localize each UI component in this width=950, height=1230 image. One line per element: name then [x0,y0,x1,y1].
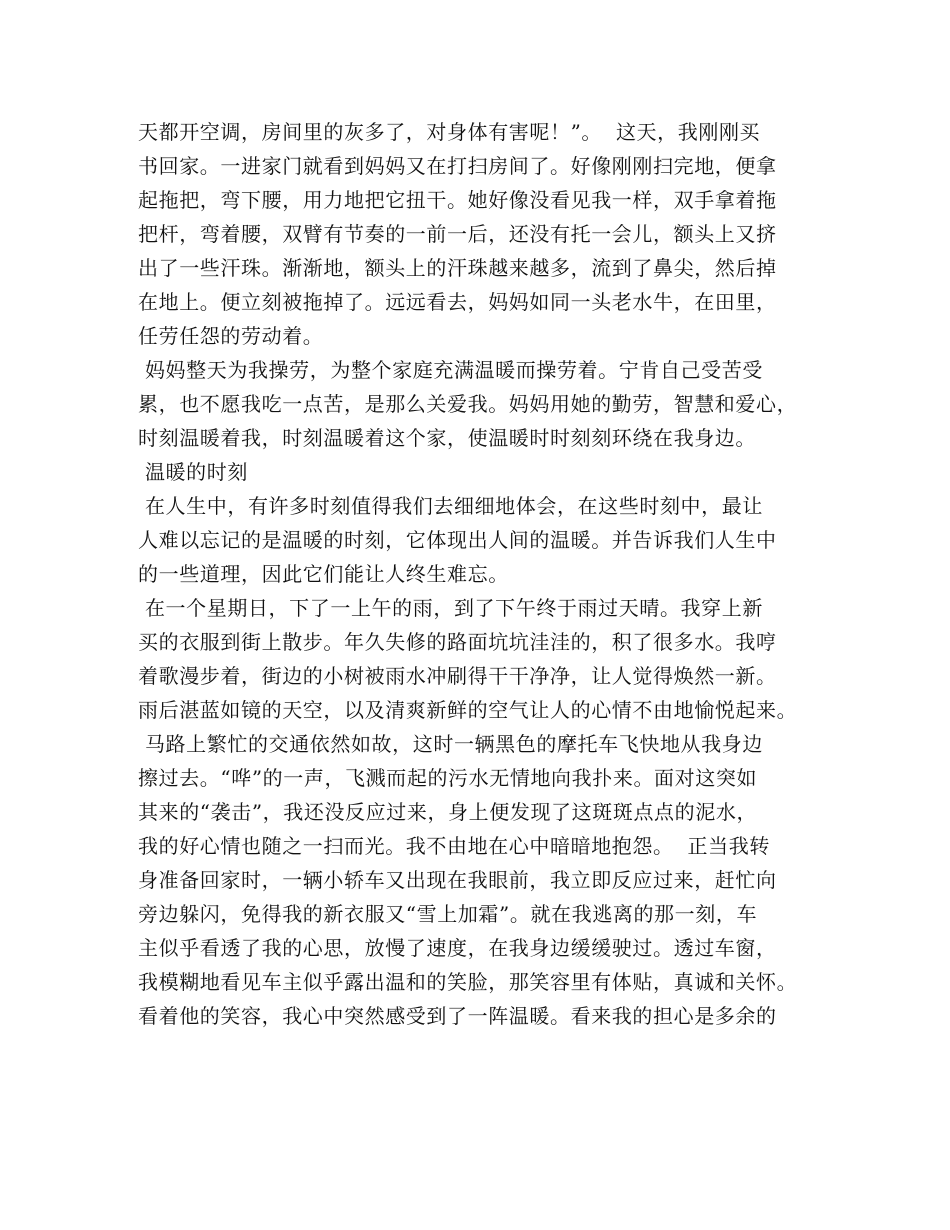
text-line: 出了一些汗珠。渐渐地，额头上的汗珠越来越多，流到了鼻尖，然后掉 [138,256,777,280]
text-line: 把杆，弯着腰，双臂有节奏的一前一后，还没有托一会儿，额头上又挤 [138,222,777,246]
text-line: 主似乎看透了我的心思，放慢了速度，在我身边缓缓驶过。透过车窗， [138,936,777,960]
text-line: 天都开空调，房间里的灰多了，对身体有害呢！”。 这天，我刚刚买 [138,120,761,144]
text-line: 书回家。一进家门就看到妈妈又在打扫房间了。好像刚刚扫完地，便拿 [138,154,777,178]
text-line: 人难以忘记的是温暖的时刻，它体现出人间的温暖。并告诉我们人生中 [138,528,777,552]
text-line: 买的衣服到街上散步。年久失修的路面坑坑洼洼的，积了很多水。我哼 [138,630,777,654]
text-line: 身准备回家时，一辆小轿车又出现在我眼前，我立即反应过来，赶忙向 [138,868,777,892]
text-line: 起拖把，弯下腰，用力地把它扭干。她好像没看见我一样，双手拿着拖 [138,188,777,212]
text-line: 其来的“袭击”，我还没反应过来，身上便发现了这斑斑点点的泥水， [138,800,758,824]
section-heading: 温暖的时刻 [138,460,248,484]
text-line: 时刻温暖着我，时刻温暖着这个家，使温暖时时刻刻环绕在我身边。 [138,426,756,450]
text-line: 雨后湛蓝如镜的天空，以及清爽新鲜的空气让人的心情不由地愉悦起来。 [138,698,798,722]
text-line: 累，也不愿我吃一点苦，是那么关爱我。妈妈用她的勤劳，智慧和爱心， [138,392,798,416]
body-text [138,115,828,1033]
text-line: 看着他的笑容，我心中突然感受到了一阵温暖。看来我的担心是多余的 [138,1004,777,1028]
text-line: 在一个星期日，下了一上午的雨，到了下午终于雨过天晴。我穿上新 [138,596,763,620]
text-line: 马路上繁忙的交通依然如故，这时一辆黑色的摩托车飞快地从我身边 [138,732,763,756]
text-line: 着歌漫步着，街边的小树被雨水冲刷得干干净净，让人觉得焕然一新。 [138,664,777,688]
text-line: 我的好心情也随之一扫而光。我不由地在心中暗暗地抱怨。 正当我转 [138,834,770,858]
text-line: 任劳任怨的劳动着。 [138,324,324,348]
text-line: 擦过去。“哗”的一声，飞溅而起的污水无情地向我扑来。面对这突如 [138,766,758,790]
text-line: 在地上。便立刻被拖掉了。远远看去，妈妈如同一头老水牛，在田里， [138,290,777,314]
text-line: 妈妈整天为我操劳，为整个家庭充满温暖而操劳着。宁肯自己受苦受 [138,358,763,382]
text-line: 在人生中，有许多时刻值得我们去细细地体会，在这些时刻中，最让 [138,494,763,518]
text-line: 的一些道理，因此它们能让人终生难忘。 [138,562,509,586]
text-line: 旁边躲闪，免得我的新衣服又“雪上加霜”。就在我逃离的那一刻，车 [138,902,758,926]
text-line: 我模糊地看见车主似乎露出温和的笑脸，那笑容里有体贴，真诚和关怀。 [138,970,798,994]
